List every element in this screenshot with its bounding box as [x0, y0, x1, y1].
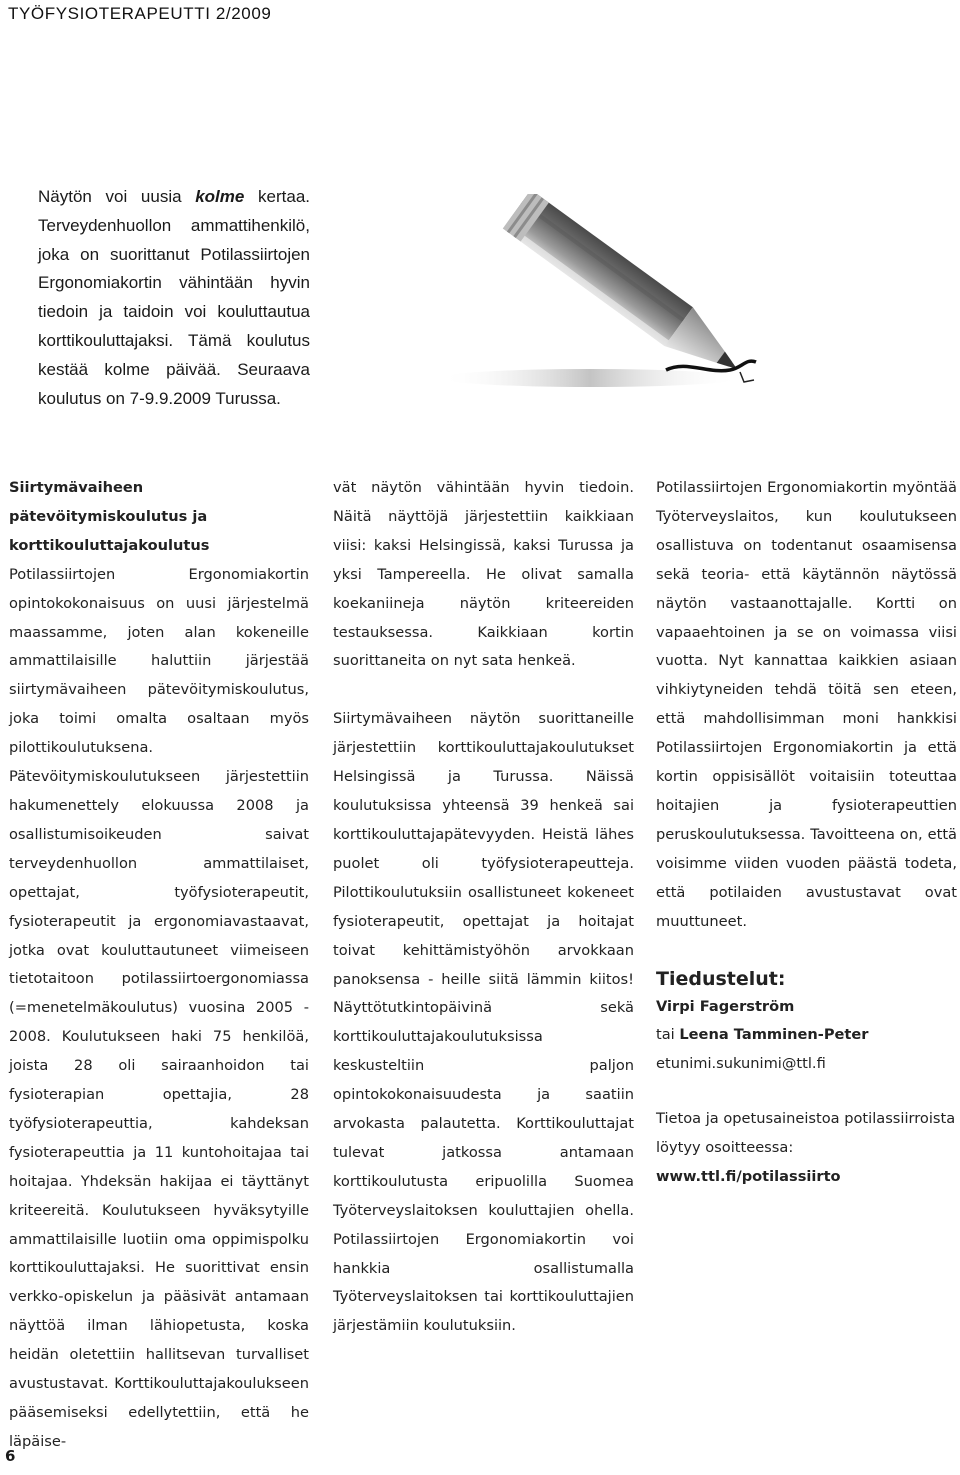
pencil-illustration [440, 194, 800, 396]
page-number: 6 [5, 1447, 16, 1465]
info-text: Tietoa ja opetusaineistoa potilassiirroista löytyy osoitteessa: [656, 1110, 956, 1157]
intro-emphasis: kolme [195, 187, 245, 206]
column-2-paragraph-2: Siirtymävaiheen näytön suorittaneille järjestettiin korttikouluttajakoulutukset Helsingissä ja Turussa. Näissä koulutuksissa yhteensä 39 henkeä sai korttikouluttajapätevyyden. Heistä lähes puolet oli työfysioterapeutteja. Pilottikoulutuksiin osallistuneet kokeneet fysioterapeutit, opettajat ja hoitajat toivat kehittämistyöhön arvokkaan panoksensa - heille siitä lämmin kiitos! Näyttötutkintopäivinä sekä korttikouluttajakoulutuksissa keskusteltiin paljon opintokokonaisuudesta ja saatiin arvokasta palautetta. Korttikouluttajat tulevat jatkossa antamaan korttikoulutusta eripuolilla Suomea Työterveyslaitoksen kouluttajien ohella. Potilassiirtojen Ergonomiakortin voi hankkia osallistumalla Työterveyslaitoksen tai korttikouluttajien järjestämiin koulutuksiin. [333, 710, 634, 1335]
column-2 [333, 474, 634, 1341]
column-3 [656, 474, 957, 1192]
column-3-paragraph-1: Potilassiirtojen Ergonomiakortin myöntää Työterveyslaitos, kun koulutukseen osallistuva on todentanut osaamisensa sekä teoria- että käytännön näytössä näytön vastaanottajalle. Kortti on vapaaehtoinen ja se on voimassa viisi vuotta. Nyt kannattaa kaikkien asiaan vihkiytyneiden tehdä töitä sen eteen, että mahdollisimman moni hankkisi Potilassiirtojen Ergonomiakortin ja että kortin oppisisällöt voitaisiin toteuttaa hoitajien ja fysioterapeuttien peruskoulutuksessa. Tavoitteena on, että voisimme viiden vuoden päästä todeta, että potilaiden avustustavat ovat muuttuneet. [656, 479, 957, 930]
intro-prefix: Näytön voi uusia [38, 187, 196, 206]
contact-block [656, 993, 957, 1080]
running-header: TYÖFYSIOTERAPEUTTI 2/2009 [8, 4, 272, 23]
contact-name-2: Leena Tamminen-Peter [679, 1026, 869, 1044]
contact-title: Tiedustelut: [656, 967, 786, 990]
section-heading: Siirtymävaiheen pätevöitymiskoulutus ja korttikouluttajakoulutus [9, 479, 210, 554]
intro-suffix: kertaa. Terveydenhuollon ammattihenkilö, joka on suorittanut Potilassiirtojen Ergonomiakortin vähintään hyvin tiedoin ja taidoin voi kouluttautua korttikouluttajaksi. Tämä koulutus kestää kolme päivää. Seuraava koulutus on 7-9.9.2009 Turussa. [38, 187, 310, 408]
intro-text [38, 183, 310, 413]
info-block [656, 1105, 957, 1192]
column-1-body: Potilassiirtojen Ergonomiakortin opintokokonaisuus on uusi järjestelmä maassamme, joten alan kokeneille ammattilaisille haluttiin järjestää siirtymävaiheen pätevöitymiskoulutus, joka toimi omalta osaltaan myös pilottikoulutuksena. Pätevöitymiskoulutukseen järjestettiin hakumenettely elokuussa 2008 ja osallistumisoikeuden saivat terveydenhuollon ammattilaiset, opettajat, työfysioterapeutit, fysioterapeutit ja ergonomiavastaavat, jotka ovat kouluttautuneet viimeiseen tietotaitoon potilassiirtoergonomiassa (=menetelmäkoulutus) vuosina 2005 - 2008. Koulutukseen haki 75 henkilöä, joista 28 oli sairaanhoidon tai fysioterapian opettajia, 28 työfysioterapeuttia, kahdeksan fysioterapeuttia ja 11 kuntohoitajaa tai hoitajaa. Yhdeksän hakijaa ei täyttänyt kriteereitä. Koulutukseen hyväksytyille ammattilaisille luotiin oma oppimispolku korttikouluttajaksi. He suorittivat ensin verkko-opiskelun ja pääsivät antamaan näyttöä ilman lähiopetusta, koska heidän oletettiin hallitsevan turvalliset avustustavat. Korttikouluttajakoulukseen pääsemiseksi edellytettiin, että he läpäise- [9, 565, 309, 1450]
contact-or: tai [656, 1026, 680, 1044]
column-2-paragraph-1: vät näytön vähintään hyvin tiedoin. Näitä näyttöjä järjestettiin kaikkiaan viisi: kaksi Helsingissä, kaksi Turussa ja yksi Tampereella. He olivat samalla koekaniineja näytön kriteereiden testauksessa. Kaikkiaan kortin suorittaneita on nyt sata henkeä. [333, 479, 634, 670]
column-1 [9, 474, 309, 1457]
info-link[interactable]: www.ttl.fi/potilassiirto [656, 1168, 841, 1186]
contact-email: etunimi.sukunimi@ttl.fi [656, 1055, 826, 1073]
contact-name-1: Virpi Fagerström [656, 997, 795, 1015]
